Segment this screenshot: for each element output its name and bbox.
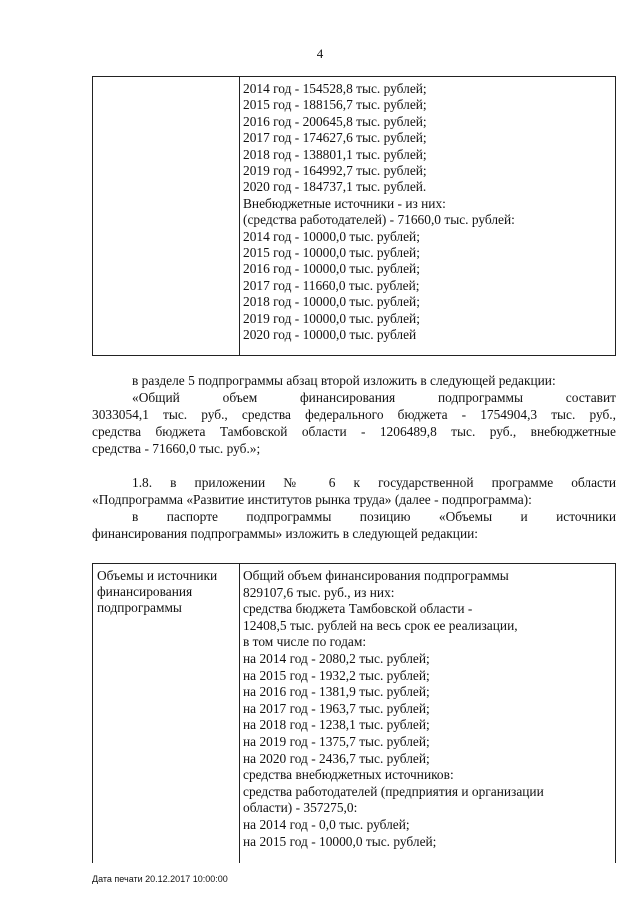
table-line: на 2014 год - 0,0 тыс. рублей;	[243, 816, 410, 832]
paragraph-line: средства - 71660,0 тыс. руб.»;	[92, 441, 261, 456]
paragraph-line: средства бюджета Тамбовской области - 1206489,8 тыс. руб., внебюджетные	[92, 424, 616, 439]
table-line: 2020 год - 10000,0 тыс. рублей	[243, 327, 417, 343]
table-line: 2015 год - 10000,0 тыс. рублей;	[243, 245, 420, 261]
table-line: 2017 год - 174627,6 тыс. рублей;	[243, 130, 427, 146]
paragraph-line: «Подпрограмма «Развитие институтов рынка труда» (далее - подпрограмма):	[92, 492, 532, 507]
label-line: финансирования	[97, 584, 193, 599]
financing-table-continued	[92, 76, 616, 356]
table-line: 2016 год - 10000,0 тыс. рублей;	[243, 261, 420, 277]
subprogram-financing-table	[92, 563, 616, 863]
table-line: 2016 год - 200645,8 тыс. рублей;	[243, 113, 427, 129]
table-line: 2017 год - 11660,0 тыс. рублей;	[243, 277, 420, 293]
financing-years-cell	[243, 81, 611, 344]
table-line: на 2017 год - 1963,7 тыс. рублей;	[243, 700, 430, 716]
table-line: на 2020 год - 2436,7 тыс. рублей;	[243, 750, 430, 766]
table-line: 2020 год - 184737,1 тыс. рублей.	[243, 179, 427, 195]
table-line: 2015 год - 188156,7 тыс. рублей;	[243, 97, 427, 113]
paragraph-item-1-8	[92, 474, 616, 508]
table-line: на 2016 год - 1381,9 тыс. рублей;	[243, 684, 430, 700]
paragraph-section5: в разделе 5 подпрограммы абзац второй изложить в следующей редакции:	[132, 373, 556, 388]
table-line: 829107,6 тыс. руб., из них:	[243, 584, 395, 600]
table-line: 2019 год - 164992,7 тыс. рублей;	[243, 163, 427, 179]
table-line: Внебюджетные источники - из них:	[243, 195, 446, 211]
table-line: на 2015 год - 1932,2 тыс. рублей;	[243, 667, 430, 683]
table-line: средства внебюджетных источников:	[243, 767, 454, 783]
paragraph-line: финансирования подпрограммы» изложить в следующей редакции:	[92, 526, 479, 541]
label-line: Объемы и источники	[97, 568, 218, 583]
print-date-footer: Дата печати 20.12.2017 10:00:00	[92, 874, 228, 884]
table-line: на 2015 год - 10000,0 тыс. рублей;	[243, 833, 437, 849]
table-line: (средства работодателей) - 71660,0 тыс. рублей:	[243, 212, 515, 228]
paragraph-quote	[92, 389, 616, 457]
paragraph-line: в паспорте подпрограммы позицию «Объемы и источники	[132, 509, 616, 524]
table-line: 2019 год - 10000,0 тыс. рублей;	[243, 310, 420, 326]
label-line: подпрограммы	[97, 600, 182, 615]
paragraph-line: 1.8. в приложении № 6 к государственной программе области	[132, 475, 616, 490]
financing-label-cell	[97, 568, 237, 616]
table-line: области) - 357275,0:	[243, 800, 358, 816]
table-line: 2018 год - 138801,1 тыс. рублей;	[243, 146, 427, 162]
table-line: Общий объем финансирования подпрограммы	[243, 568, 509, 583]
table-line: в том числе по годам:	[243, 634, 367, 650]
table-line: 2014 год - 154528,8 тыс. рублей;	[243, 81, 427, 96]
paragraph-line: «Общий объем финансирования подпрограммы составит	[132, 390, 616, 405]
column-divider	[239, 564, 240, 863]
table-line: на 2019 год - 1375,7 тыс. рублей;	[243, 733, 430, 749]
table-line: средства бюджета Тамбовской области -	[243, 601, 473, 617]
table-line: 12408,5 тыс. рублей на весь срок ее реализации,	[243, 617, 518, 633]
financing-value-cell	[243, 568, 611, 850]
paragraph-line: 3033054,1 тыс. руб., средства федерального бюджета - 1754904,3 тыс. руб.,	[92, 407, 616, 422]
table-line: 2014 год - 10000,0 тыс. рублей;	[243, 228, 420, 244]
table-line: на 2018 год - 1238,1 тыс. рублей;	[243, 717, 430, 733]
paragraph-passport	[92, 508, 616, 542]
table-line: на 2014 год - 2080,2 тыс. рублей;	[243, 650, 430, 666]
column-divider	[239, 77, 240, 355]
table-line: средства работодателей (предприятия и организации	[243, 783, 544, 799]
table-line: 2018 год - 10000,0 тыс. рублей;	[243, 294, 420, 310]
page-number: 4	[316, 46, 324, 61]
